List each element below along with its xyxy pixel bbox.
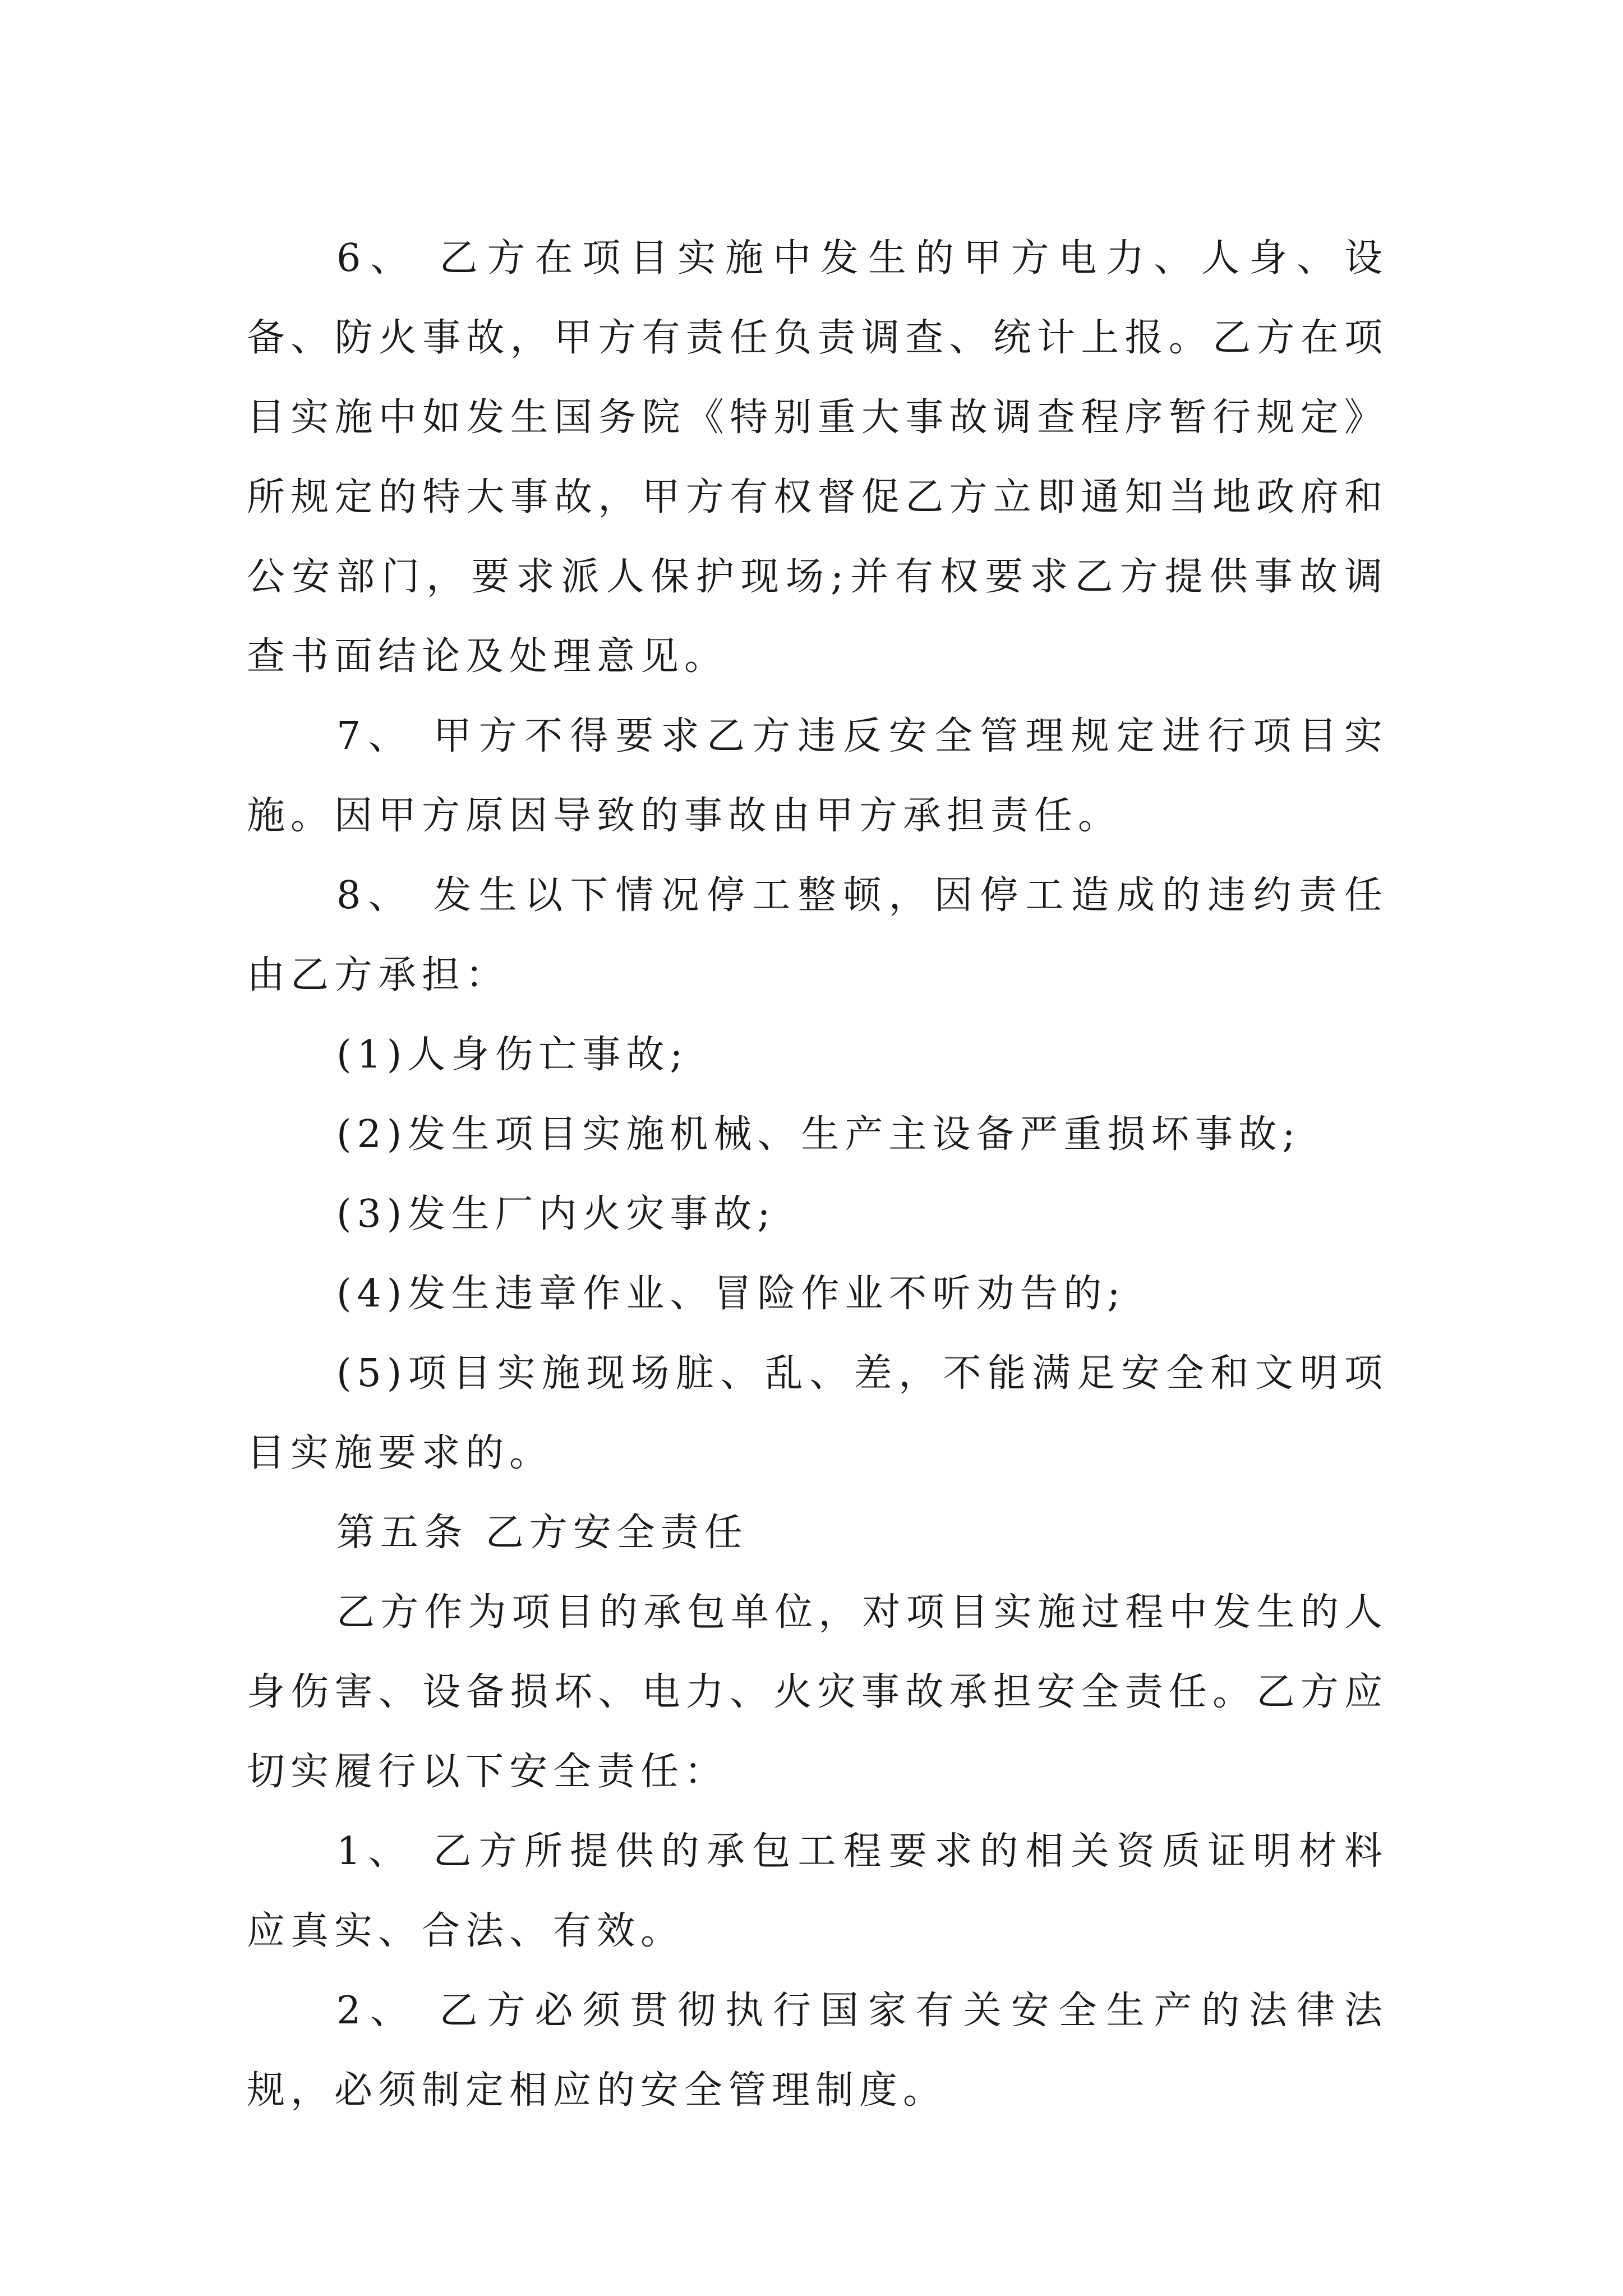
section-heading-article-5: 第五条 乙方安全责任 — [336, 1511, 748, 1555]
paragraph-party-b-clause-2: 2、 乙方必须贯彻执行国家有关安全生产的法律法规，必须制定相应的安全管理制度。 — [247, 1989, 1388, 2113]
paragraph-clause-7: 7、 甲方不得要求乙方违反安全管理规定进行项目实施。因甲方原因导致的事故由甲方承担责任。 — [247, 714, 1388, 838]
paragraph-clause-6: 6、 乙方在项目实施中发生的甲方电力、人身、设备、防火事故，甲方有责任负责调查、统计上报。乙方在项目实施中如发生国务院《特别重大事故调查程序暂行规定》所规定的特大事故，甲方有权督促乙方立即通知当地政府和公安部门，要求派人保护现场;并有权要求乙方提供事故调查书面结论及处理意见。 — [247, 236, 1388, 679]
list-item-4: (4)发生违章作业、冒险作业不听劝告的; — [336, 1272, 1126, 1316]
list-item-2: (2)发生项目实施机械、生产主设备严重损坏事故; — [336, 1112, 1301, 1157]
list-item-3: (3)发生厂内火灾事故; — [336, 1192, 776, 1236]
paragraph-clause-8: 8、 发生以下情况停工整顿，因停工造成的违约责任由乙方承担： — [247, 873, 1388, 997]
list-item-5: (5)项目实施现场脏、乱、差，不能满足安全和文明项目实施要求的。 — [247, 1351, 1388, 1475]
list-item-1: (1)人身伤亡事故; — [336, 1033, 689, 1077]
paragraph-party-b-clause-1: 1、 乙方所提供的承包工程要求的相关资质证明材料应真实、合法、有效。 — [247, 1829, 1388, 1953]
paragraph-party-b-intro: 乙方作为项目的承包单位，对项目实施过程中发生的人身伤害、设备损坏、电力、火灾事故承担安全责任。乙方应切实履行以下安全责任： — [247, 1590, 1388, 1794]
document-body — [247, 219, 1388, 2131]
